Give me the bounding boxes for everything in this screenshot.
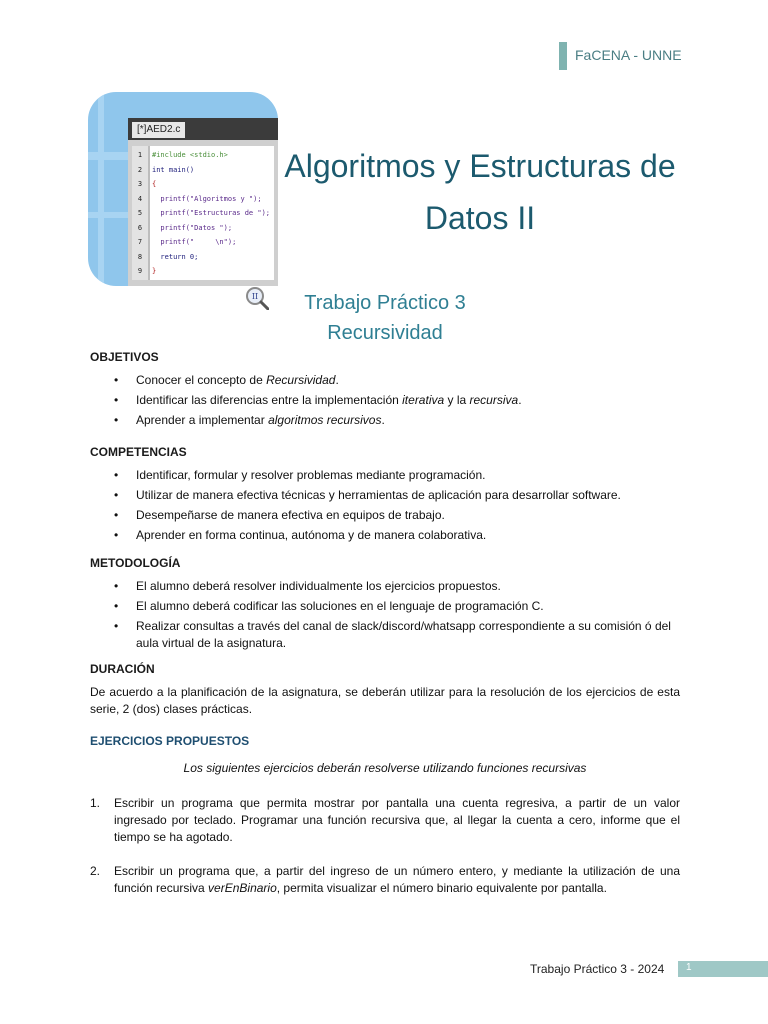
line-number: 8: [137, 252, 143, 261]
page-title: [280, 140, 680, 244]
text-run: Escribir un programa que permita mostrar por pantalla una cuenta regresiva, a partir de un valor ingresado por teclado. Programar una función recursiva que, al llegar la cuenta a cero, informe que el tiempo se ha agotado.: [114, 796, 680, 844]
metodologia-item: • El alumno deberá codificar las soluciones en el lenguaje de programación C.: [90, 598, 680, 615]
text-run: Aprender a implementar: [136, 413, 269, 427]
text-run: y la: [444, 393, 470, 407]
code-line: [132, 250, 274, 265]
text-run: Identificar las diferencias entre la implementación: [136, 393, 403, 407]
code-line: [132, 264, 274, 279]
line-number: 7: [137, 238, 143, 246]
code-text: printf("Algoritmos y ");: [152, 194, 262, 203]
line-number: 5: [137, 209, 143, 217]
code-text: printf("Datos ");: [152, 223, 233, 232]
editor-tab-label: [*]AED2.c: [132, 122, 185, 138]
editor-tab-bar: [128, 118, 278, 140]
metodologia-list: [90, 578, 680, 652]
code-text: {: [152, 180, 157, 188]
metodologia-item: • Realizar consultas a través del canal de slack/discord/whatsapp correspondiente a su comisión ó del aula virtual de la asignatura.: [90, 618, 680, 652]
code-line: [132, 235, 274, 250]
emphasis-run: Recursividad: [266, 373, 336, 387]
line-number: 6: [137, 223, 143, 232]
text-run: .: [335, 373, 339, 387]
line-number: 9: [137, 267, 143, 275]
code-listing: [132, 148, 274, 279]
ejercicio-item: [90, 863, 680, 897]
duracion-heading: DURACIÓN: [90, 662, 155, 676]
document-body: [90, 350, 680, 897]
editor-body: [132, 146, 274, 301]
subtitle-line-2: Recursividad: [327, 322, 443, 344]
competencias-list: [90, 467, 680, 544]
duracion-text: De acuerdo a la planificación de la asignatura, se deberán utilizar para la resolución de los ejercicios de esta serie, 2 (dos) clases prácticas.: [90, 685, 680, 716]
code-text: int main(): [152, 165, 195, 174]
code-editor-window: [128, 118, 278, 301]
objetivo-item: [90, 372, 680, 389]
code-line: [132, 221, 274, 236]
objetivos-heading: OBJETIVOS: [90, 350, 159, 364]
line-number: 3: [137, 180, 143, 188]
code-line: [132, 206, 274, 221]
competencia-item: • Desempeñarse de manera efectiva en equipos de trabajo.: [90, 507, 680, 524]
code-text: printf(" \n");: [152, 238, 237, 246]
institution-name: FaCENA - UNNE: [575, 47, 682, 63]
header-accent-bar: [559, 42, 567, 70]
emphasis-run: verEnBinario: [208, 881, 277, 895]
ejercicio-number: 2.: [90, 864, 101, 878]
ejercicios-list: [90, 795, 680, 897]
ejercicio-item: [90, 795, 680, 846]
magnifier-text: II: [251, 292, 259, 301]
metodologia-heading: METODOLOGÍA: [90, 556, 181, 570]
page-subtitle: [230, 288, 540, 348]
objetivo-item: [90, 412, 680, 429]
emphasis-run: iterativa: [402, 393, 445, 407]
text-run: .: [381, 413, 385, 427]
code-line: [132, 148, 274, 163]
page-number: 1: [686, 962, 692, 973]
text-run: .: [518, 393, 522, 407]
code-line: [132, 177, 274, 192]
objetivos-list: [90, 372, 680, 429]
ejercicios-intro: Los siguientes ejercicios deberán resolverse utilizando funciones recursivas: [183, 761, 587, 775]
title-line-1: Algoritmos y Estructuras de: [284, 148, 676, 184]
line-number: 2: [137, 165, 143, 174]
competencia-item: • Utilizar de manera efectiva técnicas y herramientas de aplicación para desarrollar software.: [90, 487, 680, 504]
text-run: Conocer el concepto de: [136, 373, 267, 387]
code-line: [132, 163, 274, 178]
ejercicios-heading: EJERCICIOS PROPUESTOS: [90, 734, 250, 748]
objetivo-item: [90, 392, 680, 409]
competencia-item: • Aprender en forma continua, autónoma y de manera colaborativa.: [90, 527, 680, 544]
emphasis-run: recursiva: [469, 393, 519, 407]
competencias-heading: COMPETENCIAS: [90, 445, 187, 459]
ejercicio-number: 1.: [90, 796, 101, 810]
competencia-item: • Identificar, formular y resolver problemas mediante programación.: [90, 467, 680, 484]
footer-text: Trabajo Práctico 3 - 2024: [530, 962, 665, 976]
code-text: printf("Estructuras de ");: [152, 209, 271, 217]
metodologia-item: • El alumno deberá resolver individualmente los ejercicios propuestos.: [90, 578, 680, 595]
code-text: return 0;: [152, 252, 199, 261]
emphasis-run: algoritmos recursivos: [268, 413, 382, 427]
line-number: 1: [137, 151, 143, 159]
title-line-2: Datos II: [424, 200, 536, 236]
line-number: 4: [137, 194, 143, 203]
text-run: Escribir un programa que, a partir del ingreso de un número entero, y mediante la utilización de una función recursiva: [114, 864, 680, 895]
subtitle-line-1: Trabajo Práctico 3: [304, 292, 466, 314]
code-text: #include <stdio.h>: [152, 151, 228, 159]
code-text: }: [152, 267, 157, 275]
text-run: , permita visualizar el número binario equivalente por pantalla.: [276, 881, 607, 895]
course-logo: [88, 92, 278, 301]
code-line: [132, 192, 274, 207]
